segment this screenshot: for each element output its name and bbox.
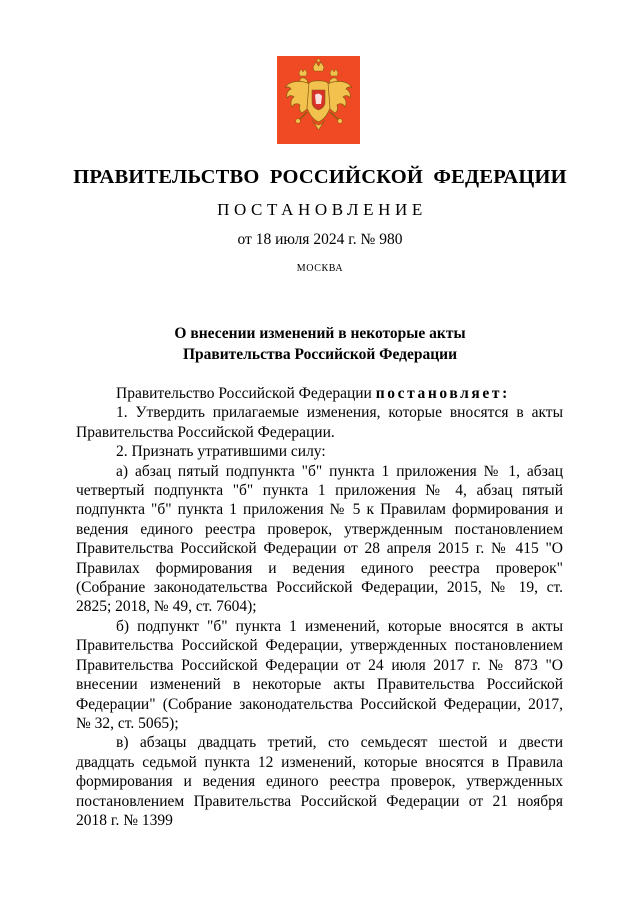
intro-action: постановляет: xyxy=(375,385,510,402)
intro-prefix: Правительство Российской Федерации xyxy=(116,385,376,402)
document-body xyxy=(76,384,563,830)
government-name: ПРАВИТЕЛЬСТВО РОССИЙСКОЙ ФЕДЕРАЦИИ xyxy=(73,166,567,188)
intro-paragraph xyxy=(76,384,563,403)
body-paragraph-2a: а) абзац пятый подпункта "б" пункта 1 приложения № 1, абзац четвертый подпункта "б" пункта 1 приложения № 4, абзац пятый подпункта "б" пункта 1 приложения № 5 к Правилам формирования и ведения единого реестра проверок, утвержденным постановлением Правительства Российской Федерации от 28 апреля 2015 г. № 415 "О Правилах формирования и ведения единого реестра проверок" (Собрание законодательства Российской Федерации, 2015, № 19, ст. 2825; 2018, № 49, ст. 7604); xyxy=(76,462,563,616)
document-date-number: от 18 июля 2024 г. № 980 xyxy=(237,231,403,248)
body-paragraph-2c: в) абзацы двадцать третий, сто семьдесят шестой и двести двадцать седьмой пункта 12 изменений, которые вносятся в Правила формирования и ведения единого реестра проверок, утвержденных постановлением Правительства Российской Федерации от 21 ноября 2018 г. № 1399 xyxy=(76,734,563,829)
body-paragraph-2: 2. Признать утратившими силу: xyxy=(116,443,326,461)
coat-of-arms-icon xyxy=(277,56,360,144)
document-city: МОСКВА xyxy=(296,263,344,274)
document-title-line-2: Правительства Российской Федерации xyxy=(182,346,458,363)
document-title-line-1: О внесении изменений в некоторые акты xyxy=(174,325,466,342)
document-title xyxy=(0,323,640,365)
body-paragraph-2b: б) подпункт "б" пункта 1 изменений, которые вносятся в акты Правительства Российской Федерации, утвержденных постановлением Правительства Российской Федерации от 24 июля 2017 г. № 873 "О внесении изменений в некоторые акты Правительства Российской Федерации" (Собрание законодательства Российской Федерации, 2017, № 32, ст. 5065); xyxy=(76,617,563,732)
document-type: ПОСТАНОВЛЕНИЕ xyxy=(217,200,427,219)
body-paragraph-1: 1. Утвердить прилагаемые изменения, которые вносятся в акты Правительства Российской Федерации. xyxy=(76,404,563,441)
